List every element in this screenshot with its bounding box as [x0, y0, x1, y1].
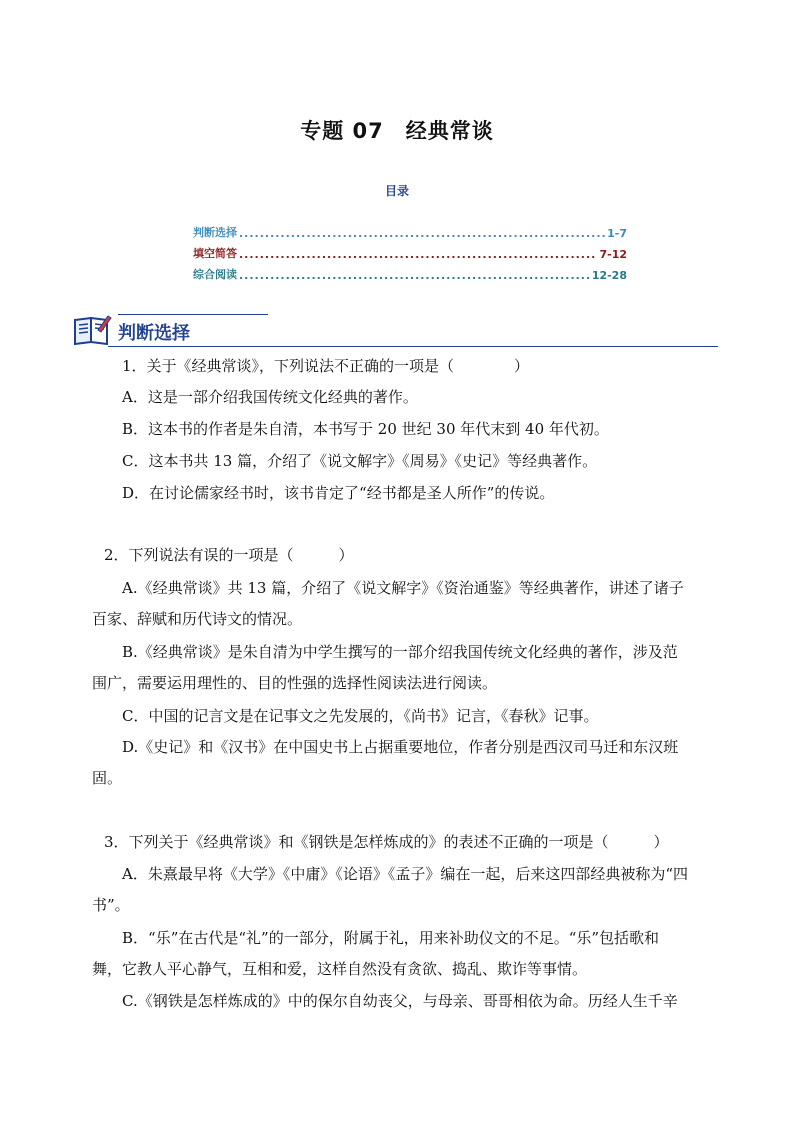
question-line: B．“乐”在古代是“礼”的一部分，附属于礼，用来补助仪文的不足。“乐”包括歌和: [122, 929, 660, 947]
toc-entry-label: 判断选择: [193, 226, 237, 239]
toc-entry-label: 综合阅读: [193, 268, 237, 281]
question-line: C.《钢铁是怎样炼成的》中的保尔自幼丧父，与母亲、哥哥相依为命。历经人生千辛: [122, 992, 678, 1010]
question-line: 百家、辞赋和历代诗文的情况。: [92, 610, 303, 628]
toc-entry[interactable]: [193, 224, 627, 240]
toc-heading: 目录: [384, 184, 409, 198]
question-option: C．这本书共 13 篇，介绍了《说文解字》《周易》《史记》等经典著作。: [122, 452, 598, 470]
page-title: 专题 07 经典常谈: [300, 119, 494, 143]
question-line: 固。: [92, 769, 123, 787]
toc-leader: [239, 227, 605, 240]
section-title: 判断选择: [118, 323, 190, 344]
question-line: 书”。: [92, 896, 130, 914]
question-line: A．朱熹最早将《大学》《中庸》《论语》《孟子》编在一起，后来这四部经典被称为“四: [122, 865, 689, 883]
question-option: A．这是一部介绍我国传统文化经典的著作。: [122, 388, 418, 406]
question-stem: 1．关于《经典常谈》，下列说法不正确的一项是（ ）: [122, 357, 530, 375]
toc-leader: [239, 248, 597, 261]
toc-entry-pages: 1-7: [607, 227, 627, 240]
section-rule-top: [118, 314, 268, 315]
section-header: [72, 312, 718, 350]
toc-entry-pages: 12-28: [591, 269, 627, 282]
toc-entry[interactable]: [193, 245, 627, 261]
question-line: 围广，需要运用理性的、目的性强的选择性阅读法进行阅读。: [92, 674, 498, 692]
question-line: B.《经典常谈》是朱自清为中学生撰写的一部介绍我国传统文化经典的著作，涉及范: [122, 643, 678, 661]
question-line: 舞，它教人平心静气，互相和爱，这样自然没有贪欲、捣乱、欺诈等事情。: [92, 960, 588, 978]
question-option: D．在讨论儒家经书时，该书肯定了“经书都是圣人所作”的传说。: [122, 484, 555, 502]
question-line: D.《史记》和《汉书》在中国史书上占据重要地位，作者分别是西汉司马迁和东汉班: [122, 738, 679, 756]
question-stem: 2．下列说法有误的一项是（ ）: [104, 546, 354, 564]
toc-leader: [239, 269, 590, 282]
book-icon: [72, 312, 112, 348]
question-option: B．这本书的作者是朱自清，本书写于 20 世纪 30 年代末到 40 年代初。: [122, 420, 609, 438]
toc-entry-label: 填空简答: [193, 247, 237, 260]
question-line: C．中国的记言文是在记事文之先发展的，《尚书》记言，《春秋》记事。: [122, 707, 599, 725]
toc-entry[interactable]: [193, 266, 627, 282]
toc-entry-pages: 7-12: [599, 248, 627, 261]
question-line: A.《经典常谈》共 13 篇，介绍了《说文解字》《资治通鉴》等经典著作，讲述了诸子: [122, 579, 684, 597]
section-rule: [108, 346, 718, 347]
question-stem: 3．下列关于《经典常谈》和《钢铁是怎样炼成的》的表述不正确的一项是（ ）: [104, 833, 669, 851]
